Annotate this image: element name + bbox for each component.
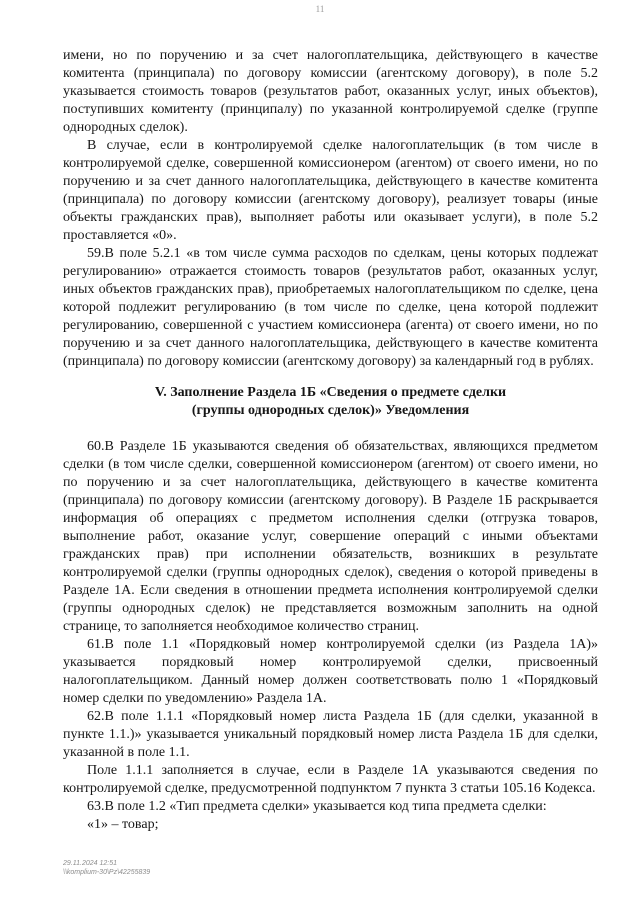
print-path: \\komplium-30\Pz\42255839 [63,869,151,876]
paragraph: «1» – товар; [87,817,159,832]
paragraph: 60.В Разделе 1Б указываются сведения об обязательствах, являющихся предметом сделки (в том числе сделки, совершенной комиссионером (агентом) от своего имени, но по поручению и за счет налогоплательщика, действующего в качестве комитента (принципала) по договору комиссии (агентскому договору). В Разделе 1Б раскрывается информация об операциях с предметом исполнения сделки (отгрузка товаров, выполнение работ, оказание услуг, совершение операций с иными объектами гражданских прав) при исполнении обязательств, возникших в результате контролируемой сделки (группы однородных сделок), сведения о которой приведены в Разделе 1А. Если сведения в отношении предмета исполнения контролируемой сделки (группы однородных сделок) не представляется возможным заполнить на одной странице, то заполняется необходимое количество страниц. [63,439,598,634]
paragraph: В случае, если в контролируемой сделке налогоплательщик (в том числе в контролируемой сделке, совершенной комиссионером (агентом) от своего имени, но по поручению и за счет данного налогоплательщика, действующего в качестве комитента (принципала) по договору комиссии (агентскому договору), реализует товары (иные объекты гражданских прав), выполняет работы или оказывает услуги), в поле 5.2 проставляется «0». [63,138,598,243]
document-body [63,47,598,834]
print-stamp [63,859,150,877]
section-heading-line-2: (группы однородных сделок)» Уведомления [191,403,470,418]
paragraph: 59.В поле 5.2.1 «в том числе сумма расходов по сделкам, цены которых подлежат регулированию» отражается стоимость товаров (результатов работ, оказанных услуг, иных объектов гражданских прав), приобретаемых налогоплательщиком по сделке, цена которой подлежит регулированию (в том числе по сделке, цена которой подлежит регулированию, совершенной с участием комиссионера (агента) от своего имени, но по поручению и за счет данного налогоплательщика, действующего в качестве комитента (принципала) по договору комиссии (агентскому договору) за календарный год в рублях. [63,246,598,369]
paragraph: Поле 1.1.1 заполняется в случае, если в Разделе 1А указываются сведения по контролируемой сделке, предусмотренной подпунктом 7 пункта 3 статьи 105.16 Кодекса. [63,763,598,796]
section-heading [63,384,598,420]
paragraphs-before-heading [63,47,598,371]
paragraph: 61.В поле 1.1 «Порядковый номер контролируемой сделки (из Раздела 1А)» указывается порядковый номер контролируемой сделки, присвоенный налогоплательщиком. Данный номер должен соответствовать полю 1 «Порядковый номер сделки по уведомлению» Раздела 1А. [63,637,598,706]
paragraph: 63.В поле 1.2 «Тип предмета сделки» указывается код типа предмета сделки: [87,799,547,814]
paragraph: имени, но по поручению и за счет налогоплательщика, действующего в качестве комитента (принципала) по договору комиссии (агентскому договору), в поле 5.2 указывается стоимость товаров (результатов работ, оказанных услуг, иных объектов), поступивших комитенту (принципалу) по указанной контролируемой сделке (группе однородных сделок). [63,48,598,135]
section-heading-line-1: V. Заполнение Раздела 1Б «Сведения о предмете сделки [154,385,507,400]
paragraph: 62.В поле 1.1.1 «Порядковый номер листа Раздела 1Б (для сделки, указанной в пункте 1.1.)» указывается уникальный порядковый номер листа Раздела 1Б для сделки, указанной в поле 1.1. [63,709,598,760]
paragraphs-after-heading [63,438,598,834]
print-timestamp: 29.11.2024 12:51 [63,860,117,867]
page-number: 11 [315,4,325,14]
